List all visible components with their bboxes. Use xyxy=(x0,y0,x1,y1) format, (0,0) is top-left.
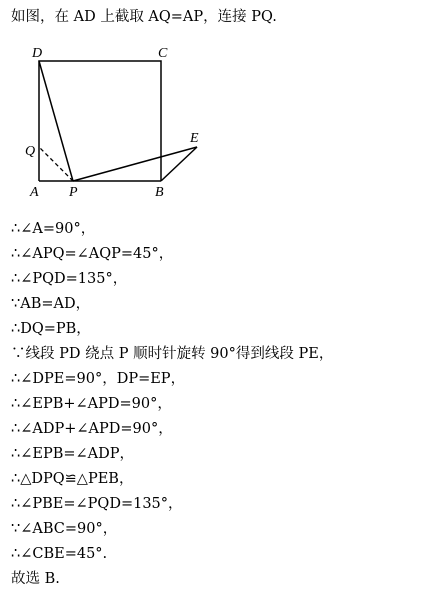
conclusion: 故选 B. xyxy=(11,571,60,587)
step-line: ∵线段 PD 绕点 P 顺时针旋转 90°得到线段 PE， xyxy=(11,346,334,362)
label-q: Q xyxy=(25,144,36,159)
step-line: ∴∠APQ=∠AQP=45°， xyxy=(11,246,174,262)
label-c: C xyxy=(158,46,168,61)
label-p: P xyxy=(69,185,78,200)
step-line: ∴∠ADP+∠APD=90°， xyxy=(11,421,173,437)
geometry-figure xyxy=(0,0,439,210)
step-line: ∴∠PQD=135°， xyxy=(11,271,128,287)
segment-dp xyxy=(39,61,73,181)
step-line: ∴∠PBE=∠PQD=135°， xyxy=(11,496,183,512)
step-line: ∴∠EPB=∠ADP， xyxy=(11,446,135,462)
step-line: ∴DQ=PB， xyxy=(11,321,91,337)
problem-intro: 如图，在 AD 上截取 AQ=AP，连接 PQ. xyxy=(11,9,277,25)
step-line: ∴∠CBE=45°. xyxy=(11,546,108,562)
step-line: ∵∠ABC=90°， xyxy=(11,521,118,537)
step-line: ∵AB=AD， xyxy=(11,296,91,312)
step-line: ∴∠EPB+∠APD=90°， xyxy=(11,396,172,412)
label-b: B xyxy=(155,185,164,200)
square-abcd xyxy=(39,61,161,181)
label-a: A xyxy=(30,185,39,200)
step-line: ∴∠DPE=90°，DP=EP， xyxy=(11,371,186,387)
label-d: D xyxy=(32,46,43,61)
label-e: E xyxy=(190,131,199,146)
step-line: ∴△DPQ≌△PEB， xyxy=(11,471,134,487)
step-line: ∴∠A=90°， xyxy=(11,221,96,237)
